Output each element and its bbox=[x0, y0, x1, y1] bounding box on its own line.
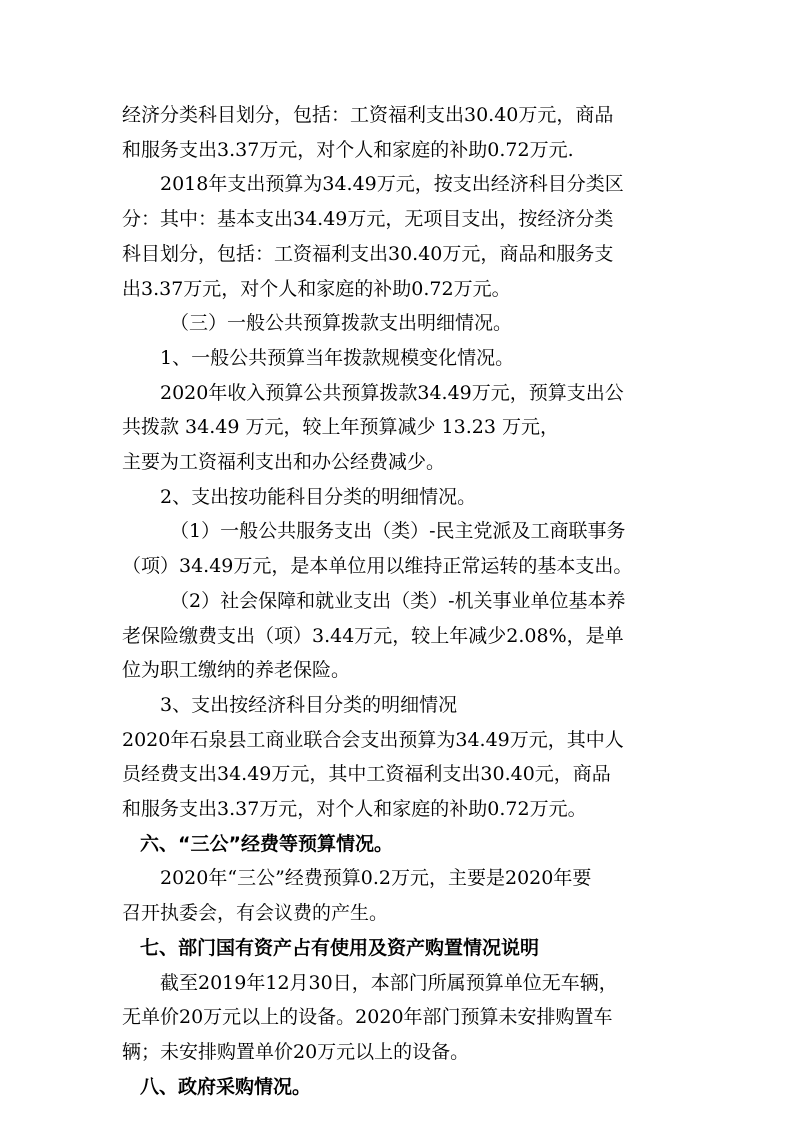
paragraph-line: 出3.37万元，对个人和家庭的补助0.72万元。 bbox=[122, 277, 511, 300]
paragraph-line: 共拨款 34.49 万元，较上年预算减少 13.23 万元， bbox=[122, 416, 559, 439]
section-heading bbox=[122, 827, 682, 862]
body-paragraph bbox=[122, 306, 682, 341]
paragraph-line: 经济分类科目划分，包括：工资福利支出30.40万元，商品 bbox=[122, 104, 614, 126]
heading-text: 七、部门国有资产占有使用及资产购置情况说明 bbox=[140, 936, 540, 959]
paragraph-line: 召开执委会，有会议费的产生。 bbox=[122, 902, 389, 925]
paragraph-line: 科目划分，包括：工资福利支出30.40万元，商品和服务支 bbox=[122, 242, 614, 265]
paragraph-line: （三）一般公共预算拨款支出明细情况。 bbox=[170, 312, 513, 335]
paragraph-line: 老保险缴费支出（项）3.44万元，较上年减少2.08%，是单 bbox=[122, 624, 624, 647]
paragraph-line: （1）一般公共服务支出（类）-民主党派及工商联事务 bbox=[170, 520, 626, 543]
body-paragraph bbox=[122, 376, 682, 480]
paragraph-line: （项）34.49万元，是本单位用以维持正常运转的基本支出。 bbox=[122, 555, 633, 578]
paragraph-line: 2018年支出预算为34.49万元，按支出经济科目分类区 bbox=[160, 173, 624, 196]
body-paragraph bbox=[122, 514, 682, 583]
paragraph-line: 和服务支出3.37万元，对个人和家庭的补助0.72万元。 bbox=[122, 798, 587, 821]
heading-text: 六、“三公”经费等预算情况。 bbox=[140, 832, 393, 855]
paragraph-line: （2）社会保障和就业支出（类）-机关事业单位基本养 bbox=[170, 589, 626, 612]
paragraph-line: 无单价20万元以上的设备。2020年部门预算未安排购置车 bbox=[122, 1006, 613, 1029]
paragraph-line: 辆；未安排购置单价20万元以上的设备。 bbox=[122, 1040, 470, 1063]
paragraph-line: 3、支出按经济科目分类的明细情况 bbox=[160, 693, 458, 716]
paragraph-line: 2020年收入预算公共预算拨款34.49万元，预算支出公 bbox=[160, 381, 624, 404]
body-paragraph bbox=[122, 480, 682, 515]
body-paragraph bbox=[122, 167, 682, 306]
section-heading bbox=[122, 931, 682, 966]
body-paragraph bbox=[122, 584, 682, 688]
paragraph-line: 截至2019年12月30日，本部门所属预算单位无车辆， bbox=[160, 971, 618, 994]
paragraph-line: 位为职工缴纳的养老保险。 bbox=[122, 659, 351, 682]
document-body bbox=[122, 98, 682, 1104]
body-paragraph bbox=[122, 723, 682, 827]
body-paragraph bbox=[122, 98, 682, 167]
body-paragraph bbox=[122, 341, 682, 376]
paragraph-line: 2、支出按功能科目分类的明细情况。 bbox=[160, 485, 477, 508]
paragraph-line: 和服务支出3.37万元，对个人和家庭的补助0.72万元. bbox=[122, 138, 574, 161]
paragraph-line: 2020年石泉县工商业联合会支出预算为34.49万元，其中人 bbox=[122, 728, 624, 751]
paragraph-line: 员经费支出34.49万元，其中工资福利支出30.40元，商品 bbox=[122, 763, 611, 786]
body-paragraph bbox=[122, 966, 682, 1070]
paragraph-line: 2020年“三公”经费预算0.2万元，主要是2020年要 bbox=[160, 867, 592, 890]
paragraph-line: 主要为工资福利支出和办公经费减少。 bbox=[122, 451, 446, 474]
body-paragraph bbox=[122, 861, 682, 930]
body-paragraph bbox=[122, 688, 682, 723]
paragraph-line: 分：其中：基本支出34.49万元，无项目支出，按经济分类 bbox=[122, 208, 614, 231]
heading-text: 八、政府采购情况。 bbox=[140, 1075, 312, 1098]
section-heading bbox=[122, 1070, 682, 1105]
paragraph-line: 1、一般公共预算当年拨款规模变化情况。 bbox=[160, 346, 515, 369]
